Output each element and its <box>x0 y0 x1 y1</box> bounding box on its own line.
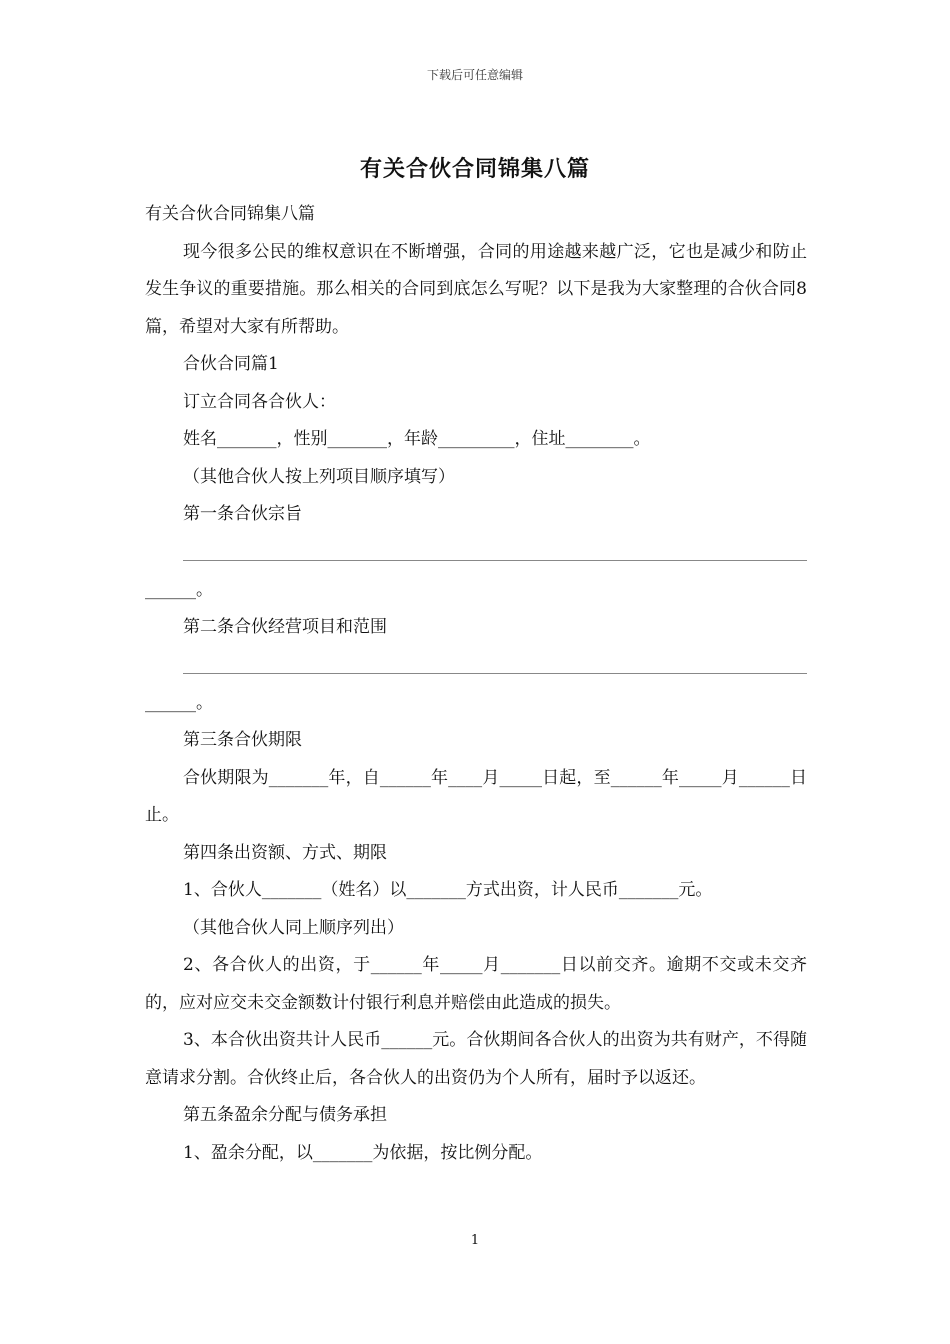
paragraph: ______。 <box>145 692 213 713</box>
paragraph: 合伙期限为_______年，自______年____月_____日起，至______年_____月______日止。 <box>145 767 807 825</box>
paragraph: 3、本合伙出资共计人民币______元。合伙期间各合伙人的出资为共有财产，不得随意请求分割。合伙终止后，各合伙人的出资仍为个人所有，届时予以返还。 <box>145 1030 807 1088</box>
document-body <box>145 196 807 1172</box>
paragraph: 1、合伙人_______（姓名）以_______方式出资，计人民币_______元。 <box>183 880 713 900</box>
subtitle-line: 有关合伙合同锦集八篇 <box>145 204 315 224</box>
article-heading: 第四条出资额、方式、期限 <box>183 842 387 863</box>
article-heading: 第五条盈余分配与债务承担 <box>183 1105 387 1125</box>
paragraph: 订立合同各合伙人： <box>183 391 336 412</box>
intro-paragraph: 现今很多公民的维权意识在不断增强，合同的用途越来越广泛，它也是减少和防止发生争议的重要措施。那么相关的合同到底怎么写呢？以下是我为大家整理的合伙合同8篇，希望对大家有所帮助。 <box>145 241 807 337</box>
document-title: 有关合伙合同锦集八篇 <box>359 156 590 182</box>
paragraph: 1、盈余分配，以_______为依据，按比例分配。 <box>183 1142 543 1163</box>
article-heading: 第一条合伙宗旨 <box>183 504 302 524</box>
paragraph: （其他合伙人同上顺序列出） <box>183 917 404 938</box>
article-heading: 第二条合伙经营项目和范围 <box>183 617 387 637</box>
fill-in-line <box>183 647 807 674</box>
paragraph: ______。 <box>145 579 213 600</box>
paragraph: （其他合伙人按上列项目顺序填写） <box>183 466 455 487</box>
page-number: 1 <box>470 1233 480 1248</box>
fill-in-line <box>183 534 807 561</box>
paragraph: 2、各合伙人的出资，于______年_____月_______日以前交齐。逾期不交或未交齐的，应对应交未交金额数计付银行利息并赔偿由此造成的损失。 <box>145 955 807 1013</box>
section-heading: 合伙合同篇1 <box>183 354 279 374</box>
page-header: 下载后可任意编辑 <box>426 68 523 82</box>
paragraph: 姓名_______，性别_______，年龄_________，住址________。 <box>183 429 651 449</box>
article-heading: 第三条合伙期限 <box>183 730 302 750</box>
